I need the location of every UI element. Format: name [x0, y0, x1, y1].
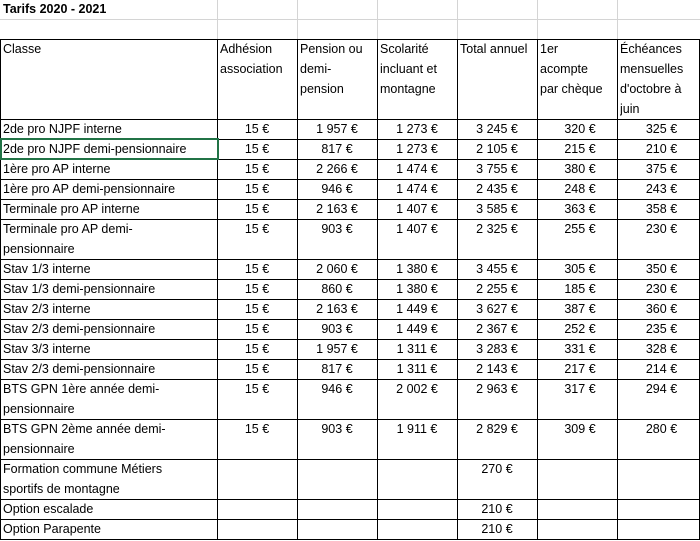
- column-header[interactable]: Classe: [3, 42, 42, 56]
- table-cell-adhesion[interactable]: 15 €: [244, 422, 270, 436]
- table-cell-classe[interactable]: Formation commune Métiers: [3, 462, 163, 476]
- table-border: [0, 39, 1, 540]
- sheet-title[interactable]: Tarifs 2020 - 2021: [3, 2, 107, 16]
- table-cell-total[interactable]: 3 283 €: [476, 342, 518, 356]
- table-cell-total[interactable]: 2 255 €: [476, 282, 518, 296]
- column-header[interactable]: association: [220, 62, 283, 76]
- table-cell-adhesion[interactable]: 15 €: [244, 202, 270, 216]
- table-cell-total[interactable]: 210 €: [481, 522, 513, 536]
- table-cell-classe[interactable]: 1ère pro AP interne: [3, 162, 111, 176]
- table-cell-total[interactable]: 2 143 €: [476, 362, 518, 376]
- table-cell-total[interactable]: 3 245 €: [476, 122, 518, 136]
- column-header[interactable]: Pension ou: [300, 42, 363, 56]
- table-cell-acompte[interactable]: 317 €: [564, 382, 596, 396]
- table-cell-pension[interactable]: 2 266 €: [316, 162, 358, 176]
- table-cell-classe[interactable]: Stav 1/3 demi-pensionnaire: [3, 282, 156, 296]
- table-cell-scolarite[interactable]: 1 273 €: [396, 142, 438, 156]
- table-cell-adhesion[interactable]: 15 €: [244, 382, 270, 396]
- table-border: [0, 539, 700, 540]
- table-cell-classe[interactable]: Stav 2/3 demi-pensionnaire: [3, 362, 156, 376]
- table-cell-echeances[interactable]: 350 €: [645, 262, 678, 276]
- table-cell-acompte[interactable]: 363 €: [564, 202, 596, 216]
- grid-line: [0, 19, 700, 20]
- column-header[interactable]: pension: [300, 82, 344, 96]
- table-cell-echeances[interactable]: 375 €: [645, 162, 678, 176]
- table-cell-adhesion[interactable]: 15 €: [244, 182, 270, 196]
- table-cell-classe[interactable]: Option escalade: [3, 502, 94, 516]
- table-cell-echeances[interactable]: 360 €: [645, 302, 678, 316]
- table-cell-acompte[interactable]: 309 €: [564, 422, 596, 436]
- table-cell-classe[interactable]: Stav 2/3 demi-pensionnaire: [3, 322, 156, 336]
- column-header[interactable]: Échéances: [620, 42, 682, 56]
- table-cell-classe[interactable]: Terminale pro AP demi-: [3, 222, 133, 236]
- table-cell-total[interactable]: 3 455 €: [476, 262, 518, 276]
- table-cell-scolarite[interactable]: 1 380 €: [396, 262, 438, 276]
- table-cell-classe[interactable]: 2de pro NJPF interne: [3, 122, 122, 136]
- column-header[interactable]: mensuelles: [620, 62, 684, 76]
- table-cell-adhesion[interactable]: 15 €: [244, 122, 270, 136]
- table-cell-adhesion[interactable]: 15 €: [244, 262, 270, 276]
- table-cell-echeances[interactable]: 280 €: [645, 422, 678, 436]
- table-cell-adhesion[interactable]: 15 €: [244, 162, 270, 176]
- column-header[interactable]: incluant et: [380, 62, 437, 76]
- table-cell-echeances[interactable]: 358 €: [645, 202, 678, 216]
- table-cell-scolarite[interactable]: 1 407 €: [396, 202, 438, 216]
- table-cell-total[interactable]: 2 963 €: [476, 382, 518, 396]
- table-cell-total[interactable]: 2 367 €: [476, 322, 518, 336]
- table-cell-acompte[interactable]: 387 €: [564, 302, 596, 316]
- table-cell-total[interactable]: 2 325 €: [476, 222, 518, 236]
- table-cell-adhesion[interactable]: 15 €: [244, 142, 270, 156]
- table-cell-classe[interactable]: BTS GPN 2ème année demi-: [3, 422, 166, 436]
- table-cell-echeances[interactable]: 210 €: [645, 142, 678, 156]
- table-cell-pension[interactable]: 946 €: [321, 182, 353, 196]
- table-cell-total[interactable]: 2 105 €: [476, 142, 518, 156]
- table-cell-total[interactable]: 2 829 €: [476, 422, 518, 436]
- table-cell-adhesion[interactable]: 15 €: [244, 282, 270, 296]
- table-cell-pension[interactable]: 1 957 €: [316, 342, 358, 356]
- table-cell-echeances[interactable]: 214 €: [645, 362, 678, 376]
- table-cell-echeances[interactable]: 235 €: [645, 322, 678, 336]
- table-cell-classe[interactable]: 2de pro NJPF demi-pensionnaire: [3, 142, 187, 156]
- table-cell-classe[interactable]: pensionnaire: [3, 242, 75, 256]
- table-cell-pension[interactable]: 817 €: [321, 142, 353, 156]
- table-cell-scolarite[interactable]: 1 311 €: [396, 362, 438, 376]
- column-header[interactable]: Adhésion: [220, 42, 273, 56]
- table-cell-scolarite[interactable]: 1 474 €: [396, 162, 438, 176]
- table-cell-scolarite[interactable]: 1 273 €: [396, 122, 438, 136]
- table-cell-pension[interactable]: 2 163 €: [316, 302, 358, 316]
- column-header[interactable]: par chèque: [540, 82, 603, 96]
- table-cell-scolarite[interactable]: 1 911 €: [396, 422, 438, 436]
- table-cell-classe[interactable]: pensionnaire: [3, 402, 75, 416]
- column-header[interactable]: d'octobre à: [620, 82, 682, 96]
- selected-cell[interactable]: [0, 138, 219, 160]
- table-cell-classe[interactable]: 1ère pro AP demi-pensionnaire: [3, 182, 176, 196]
- table-cell-echeances[interactable]: 243 €: [645, 182, 678, 196]
- column-header[interactable]: juin: [620, 102, 640, 116]
- table-cell-adhesion[interactable]: 15 €: [244, 342, 270, 356]
- table-cell-echeances[interactable]: 230 €: [645, 282, 678, 296]
- table-cell-classe[interactable]: Stav 1/3 interne: [3, 262, 91, 276]
- column-header[interactable]: acompte: [540, 62, 588, 76]
- table-cell-total[interactable]: 270 €: [481, 462, 513, 476]
- table-cell-adhesion[interactable]: 15 €: [244, 302, 270, 316]
- column-header[interactable]: Total annuel: [460, 42, 528, 56]
- table-cell-echeances[interactable]: 328 €: [645, 342, 678, 356]
- table-cell-total[interactable]: 3 585 €: [476, 202, 518, 216]
- table-cell-total[interactable]: 210 €: [481, 502, 513, 516]
- table-cell-classe[interactable]: Stav 2/3 interne: [3, 302, 91, 316]
- column-header[interactable]: demi-: [300, 62, 332, 76]
- column-header[interactable]: 1er: [540, 42, 559, 56]
- table-cell-adhesion[interactable]: 15 €: [244, 362, 270, 376]
- table-cell-acompte[interactable]: 331 €: [564, 342, 596, 356]
- table-cell-classe[interactable]: Stav 3/3 interne: [3, 342, 91, 356]
- table-cell-acompte[interactable]: 248 €: [564, 182, 596, 196]
- table-cell-classe[interactable]: BTS GPN 1ère année demi-: [3, 382, 160, 396]
- table-cell-pension[interactable]: 903 €: [321, 322, 353, 336]
- table-cell-classe[interactable]: pensionnaire: [3, 442, 75, 456]
- table-cell-pension[interactable]: 2 060 €: [316, 262, 358, 276]
- table-cell-echeances[interactable]: 294 €: [645, 382, 678, 396]
- table-cell-pension[interactable]: 903 €: [321, 422, 353, 436]
- table-cell-acompte[interactable]: 255 €: [564, 222, 596, 236]
- table-cell-scolarite[interactable]: 1 407 €: [396, 222, 438, 236]
- table-cell-adhesion[interactable]: 15 €: [244, 322, 270, 336]
- table-cell-scolarite[interactable]: 1 474 €: [396, 182, 438, 196]
- table-cell-adhesion[interactable]: 15 €: [244, 222, 270, 236]
- table-cell-scolarite[interactable]: 1 311 €: [396, 342, 438, 356]
- table-cell-pension[interactable]: 817 €: [321, 362, 353, 376]
- table-cell-pension[interactable]: 2 163 €: [316, 202, 358, 216]
- table-cell-scolarite[interactable]: 1 449 €: [396, 322, 438, 336]
- table-cell-classe[interactable]: sportifs de montagne: [3, 482, 120, 496]
- table-cell-scolarite[interactable]: 1 380 €: [396, 282, 438, 296]
- table-cell-total[interactable]: 2 435 €: [476, 182, 518, 196]
- column-header[interactable]: montagne: [380, 82, 436, 96]
- table-cell-acompte[interactable]: 252 €: [564, 322, 596, 336]
- column-header[interactable]: Scolarité: [380, 42, 429, 56]
- table-cell-pension[interactable]: 1 957 €: [316, 122, 358, 136]
- table-cell-echeances[interactable]: 325 €: [645, 122, 678, 136]
- table-cell-acompte[interactable]: 215 €: [564, 142, 596, 156]
- table-cell-pension[interactable]: 903 €: [321, 222, 353, 236]
- table-cell-acompte[interactable]: 380 €: [564, 162, 596, 176]
- table-cell-total[interactable]: 3 755 €: [476, 162, 518, 176]
- table-cell-total[interactable]: 3 627 €: [476, 302, 518, 316]
- table-cell-classe[interactable]: Option Parapente: [3, 522, 101, 536]
- table-cell-scolarite[interactable]: 1 449 €: [396, 302, 438, 316]
- table-cell-classe[interactable]: Terminale pro AP interne: [3, 202, 140, 216]
- table-cell-acompte[interactable]: 217 €: [564, 362, 596, 376]
- table-cell-scolarite[interactable]: 2 002 €: [396, 382, 438, 396]
- table-cell-acompte[interactable]: 320 €: [564, 122, 596, 136]
- table-cell-echeances[interactable]: 230 €: [645, 222, 678, 236]
- table-cell-acompte[interactable]: 185 €: [564, 282, 596, 296]
- table-cell-pension[interactable]: 860 €: [321, 282, 353, 296]
- table-cell-pension[interactable]: 946 €: [321, 382, 353, 396]
- table-cell-acompte[interactable]: 305 €: [564, 262, 596, 276]
